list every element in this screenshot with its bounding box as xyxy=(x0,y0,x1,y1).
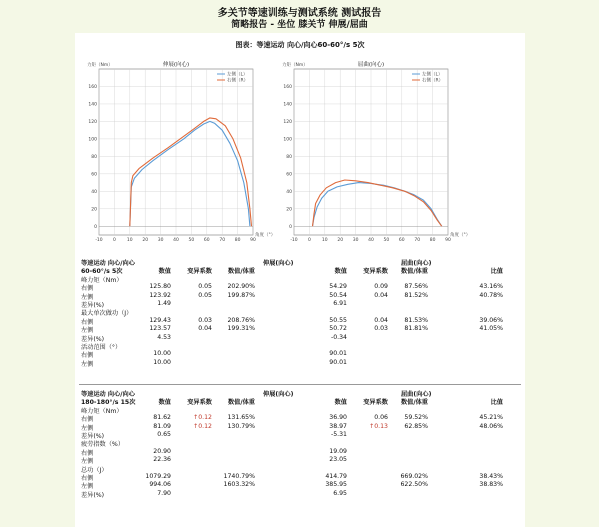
column-header: 比值 xyxy=(490,399,503,407)
table-cell: 81.53% xyxy=(404,316,428,324)
y-tick-label: 140 xyxy=(88,102,97,108)
table-cell: 1603.32% xyxy=(223,481,255,489)
x-tick-label: 60 xyxy=(203,238,210,243)
table-cell: 0.05 xyxy=(198,283,212,291)
table-cell: 87.56% xyxy=(404,283,428,291)
column-header: 数值 xyxy=(334,399,347,407)
chart-title: 伸展(向心) xyxy=(162,62,190,68)
column-header: 数值/体重 xyxy=(227,399,255,407)
table-row xyxy=(75,481,525,489)
x-tick-label: 30 xyxy=(157,238,164,243)
x-tick-label: 70 xyxy=(414,238,421,243)
legend-entry: 右侧（R） xyxy=(422,78,444,84)
y-tick-label: 60 xyxy=(286,172,292,178)
table-cell: 81.81% xyxy=(404,325,428,333)
table-row xyxy=(75,439,525,447)
extension-heading: 伸展(向心) xyxy=(263,391,294,398)
section-divider xyxy=(79,384,521,385)
x-tick-label: 20 xyxy=(337,238,344,243)
table-cell: 199.87% xyxy=(227,291,255,299)
row-label: 差异(%) xyxy=(81,491,105,499)
flexion-heading: 屈曲(向心) xyxy=(401,260,432,267)
y-tick-label: 0 xyxy=(289,224,292,230)
flexion-heading: 屈曲(向心) xyxy=(401,391,432,398)
x-tick-label: 20 xyxy=(142,238,149,243)
table-cell: 0.65 xyxy=(157,431,171,438)
row-label: 右侧 xyxy=(81,285,94,293)
legend-entry: 左侧（L） xyxy=(227,72,248,78)
x-tick-label: -10 xyxy=(290,238,298,243)
table-row xyxy=(75,317,525,325)
table-cell: 41.05% xyxy=(479,325,503,333)
y-tick-label: 20 xyxy=(286,207,292,213)
row-label: 差异(%) xyxy=(81,335,105,343)
row-label: 左侧 xyxy=(81,327,94,335)
row-label: 差异(%) xyxy=(81,302,105,309)
x-tick-label: 50 xyxy=(188,238,195,243)
x-tick-label: 80 xyxy=(234,238,241,243)
table-cell: -5.31 xyxy=(330,431,347,438)
legend-entry: 右侧（R） xyxy=(227,78,249,84)
chart-title: 屈曲(向心) xyxy=(357,62,385,68)
table-row xyxy=(75,334,525,342)
x-tick-label: 10 xyxy=(126,238,133,243)
table-cell: 40.78% xyxy=(479,291,503,299)
table-cell: 0.06 xyxy=(374,414,388,422)
table-row xyxy=(75,359,525,367)
column-header: 数值 xyxy=(158,399,171,407)
x-tick-label: 30 xyxy=(352,238,359,243)
x-tick-label: 50 xyxy=(383,238,390,243)
column-header: 数值 xyxy=(158,268,171,276)
report-title: 多关节等速训练与测试系统 测试报告 xyxy=(217,8,382,19)
y-tick-label: 100 xyxy=(283,137,292,143)
table-row xyxy=(75,325,525,333)
table-cell: 90.01 xyxy=(329,358,347,366)
table-cell: 43.16% xyxy=(479,283,503,291)
column-header: 数值/体重 xyxy=(400,268,428,276)
table-cell: 81.52% xyxy=(404,291,428,299)
y-tick-label: 0 xyxy=(94,224,97,230)
column-header: 数值 xyxy=(334,268,347,276)
y-tick-label: 100 xyxy=(88,137,97,143)
y-axis-label: 力矩（Nm） xyxy=(87,63,113,68)
y-tick-label: 20 xyxy=(91,207,97,213)
table-row xyxy=(75,350,525,358)
x-tick-label: 0 xyxy=(112,238,116,243)
table-cell: 0.03 xyxy=(374,325,388,333)
table-row xyxy=(75,456,525,464)
table-cell: 123.57 xyxy=(149,325,171,333)
row-label: 总功（J） xyxy=(81,466,108,474)
table-row xyxy=(75,300,525,308)
y-axis-label: 力矩（Nm） xyxy=(282,63,308,68)
table-cell: 669.02% xyxy=(400,473,428,480)
table-cell: 38.83% xyxy=(479,481,503,489)
table-cell: 38.97 xyxy=(329,422,347,430)
table-cell: 20.90 xyxy=(153,447,171,455)
flexion-chart-svg xyxy=(280,53,471,248)
table-cell: 125.80 xyxy=(149,283,171,291)
table-cell: 45.21% xyxy=(479,414,503,422)
y-tick-label: 40 xyxy=(91,189,97,195)
column-header: 变异系数 xyxy=(363,399,388,407)
table-cell: 81.62 xyxy=(153,414,171,422)
row-label: 疲劳指数（%） xyxy=(81,441,125,449)
speed-label: 180-180°/s 15次 xyxy=(81,399,136,407)
table-cell: 0.04 xyxy=(374,316,388,324)
flexion-chart xyxy=(280,53,471,248)
section-header xyxy=(75,258,525,266)
table-cell: 414.79 xyxy=(325,473,347,480)
table-cell: 6.95 xyxy=(333,489,347,497)
column-header: 变异系数 xyxy=(187,268,212,276)
table-cell: 10.00 xyxy=(153,350,171,358)
y-tick-label: 60 xyxy=(91,172,97,178)
column-header: 比值 xyxy=(490,268,503,276)
table-row xyxy=(75,490,525,498)
row-label: 活动范围（°） xyxy=(81,344,122,351)
table-row xyxy=(75,423,525,431)
table-row xyxy=(75,342,525,350)
row-label: 峰力矩（Nm） xyxy=(81,276,123,284)
table-row xyxy=(75,275,525,283)
table-cell: 23.05 xyxy=(329,456,347,464)
column-header: 变异系数 xyxy=(187,399,212,407)
table-cell: 19.09 xyxy=(329,447,347,455)
section-title: 等速运动 向心/向心 xyxy=(81,391,135,398)
table-cell: 6.91 xyxy=(333,300,347,307)
table-cell: 130.79% xyxy=(227,422,255,430)
legend-entry: 左侧（L） xyxy=(422,72,443,78)
table-cell: 59.52% xyxy=(404,414,428,422)
column-header: 数值/体重 xyxy=(400,399,428,407)
table-row xyxy=(75,283,525,291)
table-cell: ↑0.12 xyxy=(193,414,212,422)
y-tick-label: 140 xyxy=(283,102,292,108)
x-tick-label: 80 xyxy=(429,238,436,243)
row-label: 最大单次做功（J） xyxy=(81,310,133,318)
table-row xyxy=(75,414,525,422)
table-row xyxy=(75,308,525,316)
table-row xyxy=(75,473,525,481)
extension-heading: 伸展(向心) xyxy=(263,260,294,267)
y-tick-label: 80 xyxy=(91,154,97,160)
x-tick-label: 40 xyxy=(368,238,374,243)
x-tick-label: 90 xyxy=(445,238,451,243)
table-cell: 0.03 xyxy=(198,316,212,324)
x-axis-label: 角度（°） xyxy=(450,233,471,238)
row-label: 右侧 xyxy=(81,352,94,360)
table-cell: 0.05 xyxy=(198,291,212,299)
table-row xyxy=(75,406,525,414)
table-cell: 90.01 xyxy=(329,350,347,358)
table-cell: 0.04 xyxy=(198,325,212,333)
column-header-row xyxy=(75,266,525,274)
table-cell: 131.65% xyxy=(227,414,255,422)
table-cell: 129.43 xyxy=(149,316,171,324)
extension-chart-svg xyxy=(85,53,276,248)
x-tick-label: 0 xyxy=(307,238,311,243)
table-cell: 22.36 xyxy=(153,456,171,464)
table-cell: 54.29 xyxy=(329,283,347,291)
table-row xyxy=(75,292,525,300)
table-cell: 123.92 xyxy=(149,291,171,299)
table-cell: 39.06% xyxy=(479,316,503,324)
table-row xyxy=(75,448,525,456)
table-cell: ↑0.12 xyxy=(193,422,212,430)
table-cell: 62.85% xyxy=(404,422,428,430)
row-label: 左侧 xyxy=(81,424,94,432)
row-label: 右侧 xyxy=(81,449,94,457)
table-cell: 1079.29 xyxy=(145,473,171,480)
y-tick-label: 40 xyxy=(286,189,292,195)
row-label: 右侧 xyxy=(81,318,94,326)
row-label: 左侧 xyxy=(81,360,94,368)
table-row xyxy=(75,465,525,473)
table-cell: 202.90% xyxy=(227,283,255,291)
table-cell: 622.50% xyxy=(400,481,428,489)
report-subtitle: 简略报告 - 坐位 膝关节 伸展/屈曲 xyxy=(231,20,368,30)
row-label: 峰力矩（Nm） xyxy=(81,407,123,415)
speed-label: 60-60°/s 5次 xyxy=(81,268,123,276)
report-page xyxy=(75,33,525,527)
table-cell: 0.09 xyxy=(374,283,388,291)
table-cell: 36.90 xyxy=(329,414,347,422)
row-label: 左侧 xyxy=(81,458,94,466)
table-cell: 50.54 xyxy=(329,291,347,299)
x-tick-label: -10 xyxy=(95,238,103,243)
table-cell: 4.53 xyxy=(157,333,171,341)
table-cell: 48.06% xyxy=(479,422,503,430)
column-header-row xyxy=(75,397,525,405)
table-cell: 7.90 xyxy=(157,489,171,497)
table-cell: 1.49 xyxy=(157,300,171,307)
x-tick-label: 40 xyxy=(173,238,179,243)
table-cell: 50.55 xyxy=(329,316,347,324)
table-cell: 994.06 xyxy=(149,481,171,489)
table-cell: 38.43% xyxy=(479,473,503,480)
row-label: 差异(%) xyxy=(81,433,105,440)
row-label: 右侧 xyxy=(81,475,94,482)
table-cell: 81.09 xyxy=(153,422,171,430)
figure-title: 图表：等速运动 向心/向心60-60°/s 5次 xyxy=(235,41,365,49)
y-tick-label: 160 xyxy=(283,84,292,90)
table-cell: 385.95 xyxy=(325,481,347,489)
y-tick-label: 160 xyxy=(88,84,97,90)
x-tick-label: 90 xyxy=(250,238,256,243)
y-tick-label: 120 xyxy=(88,119,97,125)
section-title: 等速运动 向心/向心 xyxy=(81,260,135,267)
table-row xyxy=(75,431,525,439)
x-tick-label: 60 xyxy=(398,238,405,243)
table-cell: 50.72 xyxy=(329,325,347,333)
x-tick-label: 70 xyxy=(219,238,226,243)
table-cell: 199.31% xyxy=(227,325,255,333)
row-label: 右侧 xyxy=(81,416,94,424)
table-cell: 1740.79% xyxy=(223,473,255,480)
x-tick-label: 10 xyxy=(321,238,328,243)
extension-chart xyxy=(85,53,276,248)
table-cell: 0.04 xyxy=(374,291,388,299)
table-cell: 10.00 xyxy=(153,358,171,366)
table-cell: 208.76% xyxy=(227,316,255,324)
table-cell: ↑0.13 xyxy=(369,422,388,430)
y-tick-label: 120 xyxy=(283,119,292,125)
x-axis-label: 角度（°） xyxy=(255,233,276,238)
section-header xyxy=(75,389,525,397)
column-header: 变异系数 xyxy=(363,268,388,276)
column-header: 数值/体重 xyxy=(227,268,255,276)
row-label: 左侧 xyxy=(81,483,94,491)
y-tick-label: 80 xyxy=(286,154,292,160)
row-label: 左侧 xyxy=(81,293,94,301)
table-cell: -0.34 xyxy=(330,333,347,341)
